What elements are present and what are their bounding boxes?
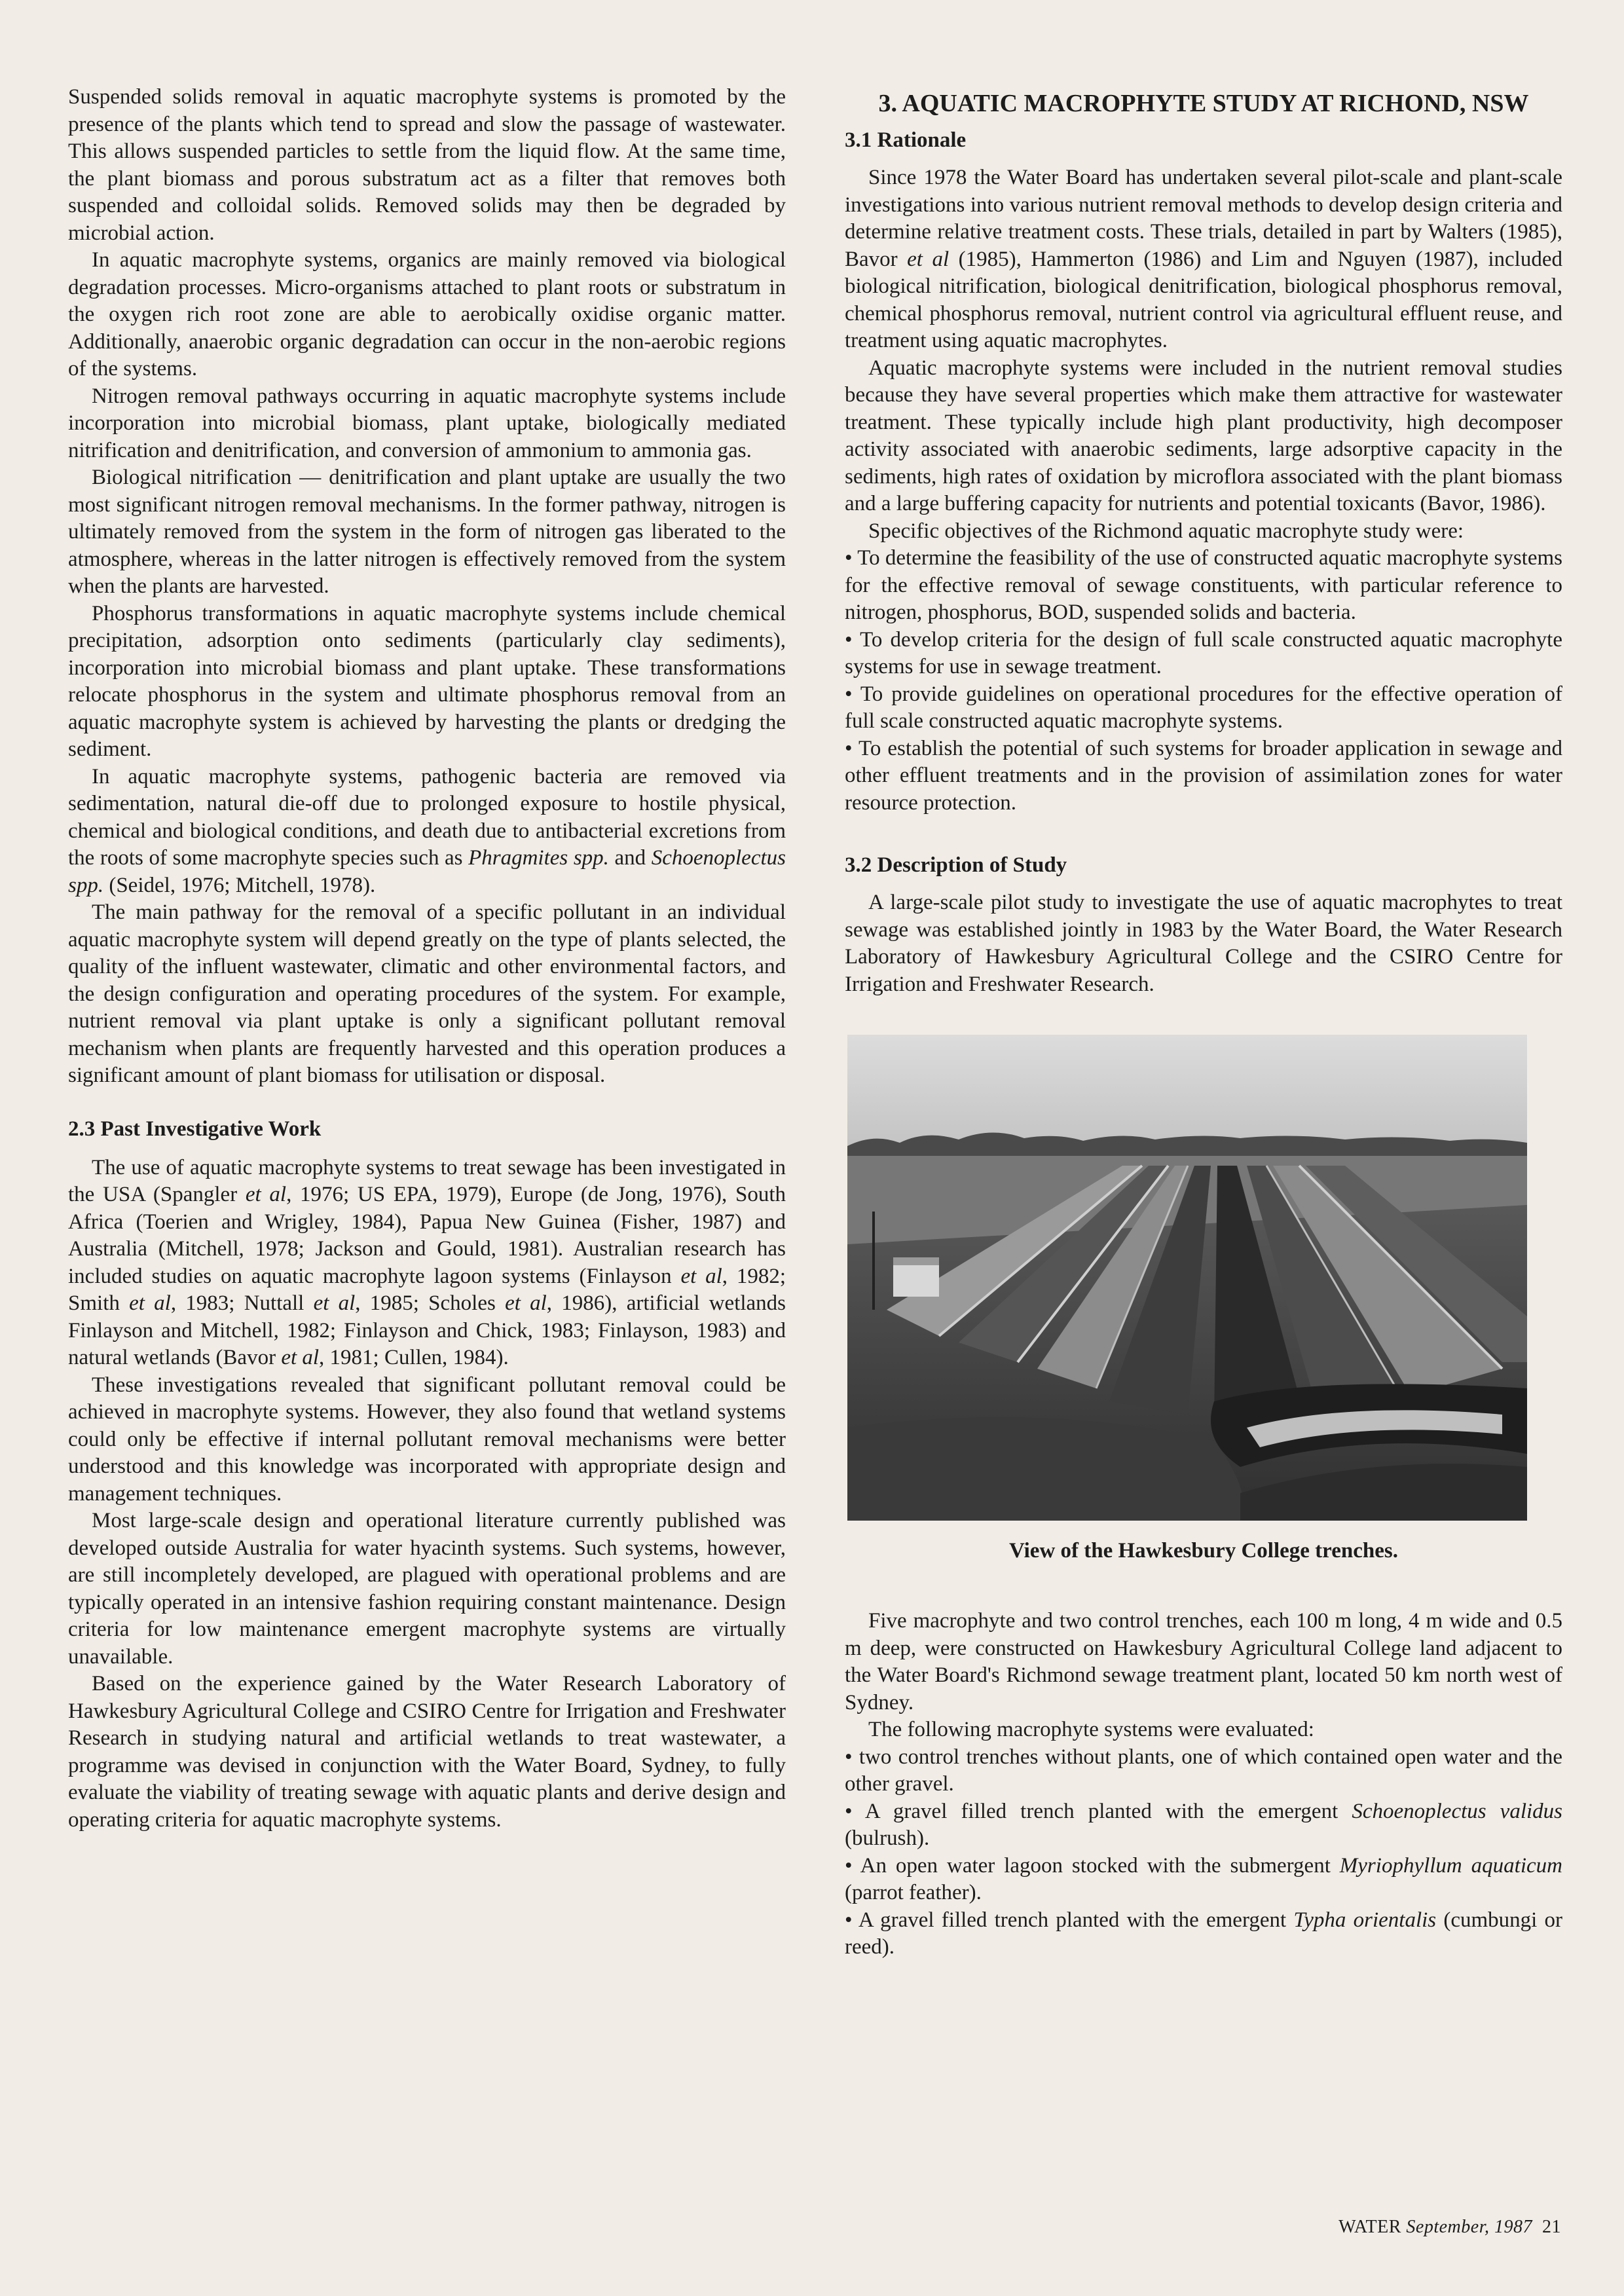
species-name: Myriophyllum aquaticum xyxy=(1339,1853,1562,1878)
paragraph: A large-scale pilot study to investigate the use of aquatic macrophytes to treat sewage was established jointly in 1983 by the Water Board, the Water Research Laboratory of Hawkesbury Agricultural College and the CSIRO Centre for Irrigation and Freshwater Research. xyxy=(845,891,1562,996)
bullet-item: • A gravel filled trench planted with the emergent Typha orientalis (cumbungi or reed). xyxy=(845,1908,1563,1959)
bullet-item: • To determine the feasibility of the use of constructed aquatic macrophyte systems for the effective removal of sewage constituents, with particular reference to nitrogen, phosphorus, BOD, suspended solids and bacteria. xyxy=(845,546,1562,624)
species-name: Schoenoplectus spp. xyxy=(68,846,786,897)
paragraph: The main pathway for the removal of a specific pollutant in an individual aquatic macrophyte system will depend greatly on the type of plants selected, the quality of the influent wastewater, climatic and other environmental factors, and the design configuration and operating procedures of the system. For example, nutrient removal via plant uptake is only a significant pollutant removal mechanism when plants are frequently harvested and this operation produces a significant amount of plant biomass for utilisation or disposal. xyxy=(68,900,786,1087)
paragraph: Based on the experience gained by the Water Research Laboratory of Hawkesbury Agricultural College and CSIRO Centre for Irrigation and Freshwater Research in studying natural and artificial wetlands to treat wastewater, a programme was devised in conjunction with the Water Board, Sydney, to fully evaluate the viability of treating sewage with aquatic plants and derive design and operating criteria for aquatic macrophyte systems. xyxy=(68,1672,786,1832)
paragraph: These investigations revealed that significant pollutant removal could be achieved in macrophyte systems. However, they also found that wetland systems could only be effective if internal pollutant removal mechanisms were better understood and this knowledge was incorporated with appropriate design and management techniques. xyxy=(68,1373,786,1506)
photo-caption: View of the Hawkesbury College trenches. xyxy=(1009,1539,1398,1563)
bullet-item: • To establish the potential of such systems for broader application in sewage and other effluent treatments and in the provision of assimilation zones for water resource protection. xyxy=(845,736,1562,815)
right-column xyxy=(845,84,1562,1961)
paragraph: Since 1978 the Water Board has undertaken several pilot-scale and plant-scale investigations into various nutrient removal methods to develop design criteria and determine relative treatment costs. These trials, detailed in part by Walters (1985), Bavor et al (1985), Hammerton (1986) and Lim and Nguyen (1987), included biological nitrification, biological denitrification, biological phosphorus removal, chemical phosphorus removal, nutrient control via agricultural effluent reuse, and treatment using aquatic macrophytes. xyxy=(845,166,1562,352)
paragraph: Phosphorus transformations in aquatic macrophyte systems include chemical precipitation, adsorption onto sediments (particularly clay sediments), incorporation into microbial biomass and plant uptake. These transformations relocate phosphorus in the system and ultimate phosphorus removal from an aquatic macrophyte system is achieved by harvesting the plants or dredging the sediment. xyxy=(68,601,786,761)
paragraph: Nitrogen removal pathways occurring in aquatic macrophyte systems include incorporation into microbial biomass, plant uptake, biologically mediated nitrification and denitrification, and conversion of ammonium to ammonia gas. xyxy=(68,384,786,462)
paragraph: Suspended solids removal in aquatic macrophyte systems is promoted by the presence of the plants which tend to spread and slow the passage of wastewater. This allows suspended particles to settle from the liquid flow. At the same time, the plant biomass and porous substratum act as a filter that removes both suspended and colloidal solids. Removed solids may then be degraded by microbial action. xyxy=(68,85,786,245)
paragraph: The following macrophyte systems were evaluated: xyxy=(868,1718,1314,1741)
bullet-item: • To develop criteria for the design of full scale constructed aquatic macrophyte systems for use in sewage treatment. xyxy=(845,627,1562,678)
paragraph: Specific objectives of the Richmond aquatic macrophyte study were: xyxy=(868,519,1464,543)
section-heading: 3.2 Description of Study xyxy=(845,853,1067,877)
bullet-item: • An open water lagoon stocked with the submergent Myriophyllum aquaticum (parrot feather). xyxy=(845,1853,1562,1904)
species-name: Phragmites spp. xyxy=(468,846,609,870)
paragraph: In aquatic macrophyte systems, organics are mainly removed via biological degradation processes. Micro-organisms attached to plant roots or substratum in the oxygen rich root zone are able to aerobically oxidise organic matter. Additionally, anaerobic organic degradation can occur in the non-aerobic regions of the systems. xyxy=(68,248,786,380)
page-footer xyxy=(1338,2217,1561,2238)
paragraph: Most large-scale design and operational literature currently published was developed outside Australia for water hyacinth systems. Such systems, however, are still incompletely developed, are plagued with operational problems and are typically operated in an intensive fashion requiring constant maintenance. Design criteria for low maintenance emergent macrophyte systems are virtually unavailable. xyxy=(68,1509,786,1669)
section-title: 3. AQUATIC MACROPHYTE STUDY AT RICHOND, NSW xyxy=(878,90,1529,117)
bullet-item: • two control trenches without plants, one of which contained open water and the other gravel. xyxy=(845,1745,1562,1796)
paragraph: Five macrophyte and two control trenches, each 100 m long, 4 m wide and 0.5 m deep, were constructed on Hawkesbury Agricultural College land adjacent to the Water Board's Richmond sewage treatment plant, located 50 km north west of Sydney. xyxy=(845,1609,1562,1714)
paragraph: In aquatic macrophyte systems, pathogenic bacteria are removed via sedimentation, natural die-off due to prolonged exposure to hostile physical, chemical and biological conditions, and death due to antibacterial excretions from the roots of some macrophyte species such as Phragmites spp. and Schoenoplectus spp. (Seidel, 1976; Mitchell, 1978). xyxy=(68,764,786,897)
species-name: Typha orientalis xyxy=(1293,1908,1437,1932)
issue-date: September, 1987 xyxy=(1406,2217,1532,2237)
section-heading: 2.3 Past Investigative Work xyxy=(68,1117,322,1141)
paragraph: The use of aquatic macrophyte systems to treat sewage has been investigated in the USA (Spangler et al, 1976; US EPA, 1979), Europe (de Jong, 1976), South Africa (Toerien and Wrigley, 1984), Papua New Guinea (Fisher, 1987) and Australia (Mitchell, 1978; Jackson and Gould, 1981). Australian research has included studies on aquatic macrophyte lagoon systems (Finlayson et al, 1982; Smith et al, 1983; Nuttall et al, 1985; Scholes et al, 1986), artificial wetlands Finlayson and Mitchell, 1982; Finlayson and Chick, 1983; Finlayson, 1983) and natural wetlands (Bavor et al, 1981; Cullen, 1984). xyxy=(68,1155,786,1369)
bullet-item: • To provide guidelines on operational procedures for the effective operation of full scale constructed aquatic macrophyte systems. xyxy=(845,682,1562,733)
trenches-photo xyxy=(847,1035,1527,1521)
bullet-item: • A gravel filled trench planted with the emergent Schoenoplectus validus (bulrush). xyxy=(845,1799,1563,1850)
paragraph: Biological nitrification — denitrification and plant uptake are usually the two most significant nitrogen removal mechanisms. In the former pathway, nitrogen is ultimately removed from the system in the form of nitrogen gas liberated to the atmosphere, whereas in the latter nitrogen is effectively removed from the system when the plants are harvested. xyxy=(68,466,786,598)
species-name: Schoenoplectus validus xyxy=(1352,1799,1563,1823)
left-column xyxy=(68,84,786,1834)
paragraph: Aquatic macrophyte systems were included in the nutrient removal studies because they have several properties which make them attractive for wastewater treatment. These typically include high plant productivity, high decomposer activity associated with anaerobic sediments, large adsorptive capacity in the sediments, high rates of oxidation by microflora associated with the plant biomass and a large buffering capacity for nutrients and potential toxicants (Bavor, 1986). xyxy=(845,356,1562,515)
page-number: 21 xyxy=(1542,2217,1561,2237)
journal-name: WATER xyxy=(1338,2217,1401,2237)
section-heading: 3.1 Rationale xyxy=(845,128,967,152)
